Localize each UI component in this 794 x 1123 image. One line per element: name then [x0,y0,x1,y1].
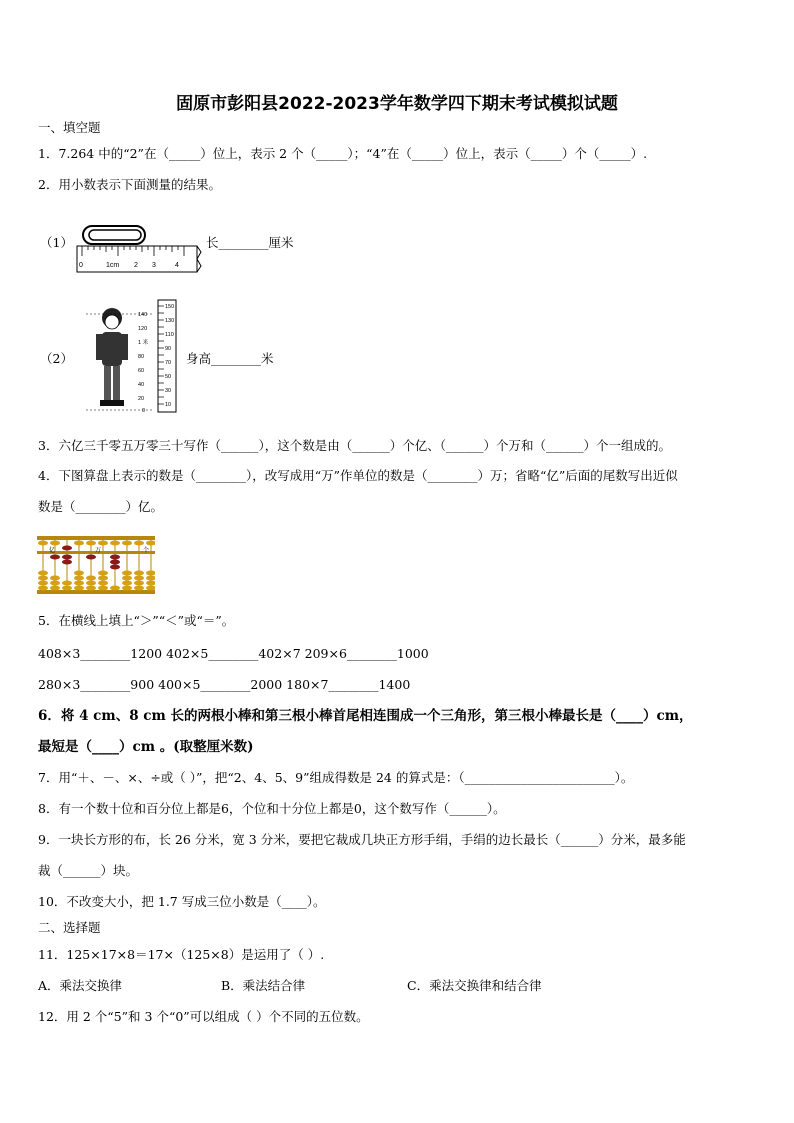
svg-text:140: 140 [138,312,148,318]
paperclip-icon [83,226,145,244]
question-4-line1: 4．下图算盘上表示的数是（________），改写成用“万”作单位的数是（________）万；省略“亿”后面的尾数写出近似 [38,468,678,483]
svg-text:130: 130 [165,318,175,324]
ruler-figure [76,216,202,274]
section-multiple-choice: 二、选择题 [38,920,101,935]
abacus-label: 亿 [49,547,56,554]
height-scale-left-labels [138,312,149,414]
abacus-figure [37,535,155,595]
svg-text:20: 20 [138,396,145,402]
svg-text:30: 30 [165,388,172,394]
svg-text:70: 70 [165,360,172,366]
svg-text:1 米: 1 米 [138,340,149,346]
question-1: 1．7.264 中的“2”在（_____）位上，表示 2 个（_____）；“4”在（_____）位上，表示（_____）个（_____）. [38,146,648,161]
svg-text:150: 150 [165,304,175,310]
q2-part1-answer: 长________厘米 [206,235,294,250]
abacus-label: 个 [143,547,150,554]
question-4-line2: 数是（________）亿。 [38,499,164,514]
svg-text:90: 90 [165,346,172,352]
question-5: 5．在横线上填上“＞”“＜”或“＝”。 [38,613,235,628]
question-8: 8．有一个数十位和百分位上都是6，个位和十分位上都是0，这个数写作（______）。 [38,801,506,816]
question-11-option-c: C．乘法交换律和结合律 [407,978,542,993]
page-title: 固原市彭阳县2022-2023学年数学四下期末考试模拟试题 [176,94,618,114]
ruler-tick-label: 2 [134,262,138,269]
q2-part2-answer: 身高________米 [186,351,274,366]
question-9-line1: 9．一块长方形的布，长 26 分米，宽 3 分米，要把它裁成几块正方形手绢，手绢的边长最长（______）分米，最多能 [38,832,686,847]
question-10: 10．不改变大小，把 1.7 写成三位小数是（____）。 [38,894,326,909]
svg-text:60: 60 [138,368,145,374]
question-5-row2: 280×3________900 400×5________2000 180×7________1400 [38,677,411,692]
ruler-tick-label: 4 [175,262,179,269]
svg-text:0: 0 [142,408,146,414]
question-11-option-b: B．乘法结合律 [221,978,306,993]
ruler-tick-label: 0 [79,262,83,269]
height-chart-figure [82,296,182,414]
ruler-break-edge [197,246,201,272]
abacus-label: 万 [95,547,102,554]
q2-part2-label: （2） [40,351,73,366]
question-2: 2．用小数表示下面测量的结果。 [38,177,221,192]
question-3: 3．六亿三千零五万零三十写作（______），这个数是由（______）个亿、（______）个万和（______）个一组成的。 [38,438,671,453]
question-5-row1: 408×3________1200 402×5________402×7 209×6________1000 [38,646,429,661]
question-9-line2: 裁（______）块。 [38,863,139,878]
svg-text:50: 50 [165,374,172,380]
svg-text:80: 80 [138,354,145,360]
ruler-tick-label: 1cm [106,262,120,269]
abacus-bottom-frame [37,590,155,594]
svg-text:110: 110 [165,332,174,338]
svg-text:10: 10 [165,402,172,408]
q2-part1-label: （1） [40,235,73,250]
svg-text:120: 120 [138,326,148,332]
height-scale-bar [158,300,176,412]
question-6-line2: 最短是（____）cm 。(取整厘米数) [38,739,254,755]
section-fill-blank: 一、填空题 [38,120,101,135]
question-11-option-a: A．乘法交换律 [38,978,123,993]
question-11: 11．125×17×8＝17×（125×8）是运用了（ ）. [38,947,325,962]
question-12: 12．用 2 个“5”和 3 个“0”可以组成（ ）个不同的五位数。 [38,1009,369,1024]
question-6-line1: 6．将 4 cm、8 cm 长的两根小棒和第三根小棒首尾相连围成一个三角形，第三根小棒最长是（____）cm， [38,708,693,724]
question-7: 7．用“＋、－、×、÷或（ ）”，把“2、4、5、9”组成得数是 24 的算式是：（________________________）。 [38,770,634,785]
abacus-top-frame [37,536,155,540]
svg-text:40: 40 [138,382,145,388]
boy-icon [96,308,128,406]
ruler-tick-label: 3 [152,262,156,269]
